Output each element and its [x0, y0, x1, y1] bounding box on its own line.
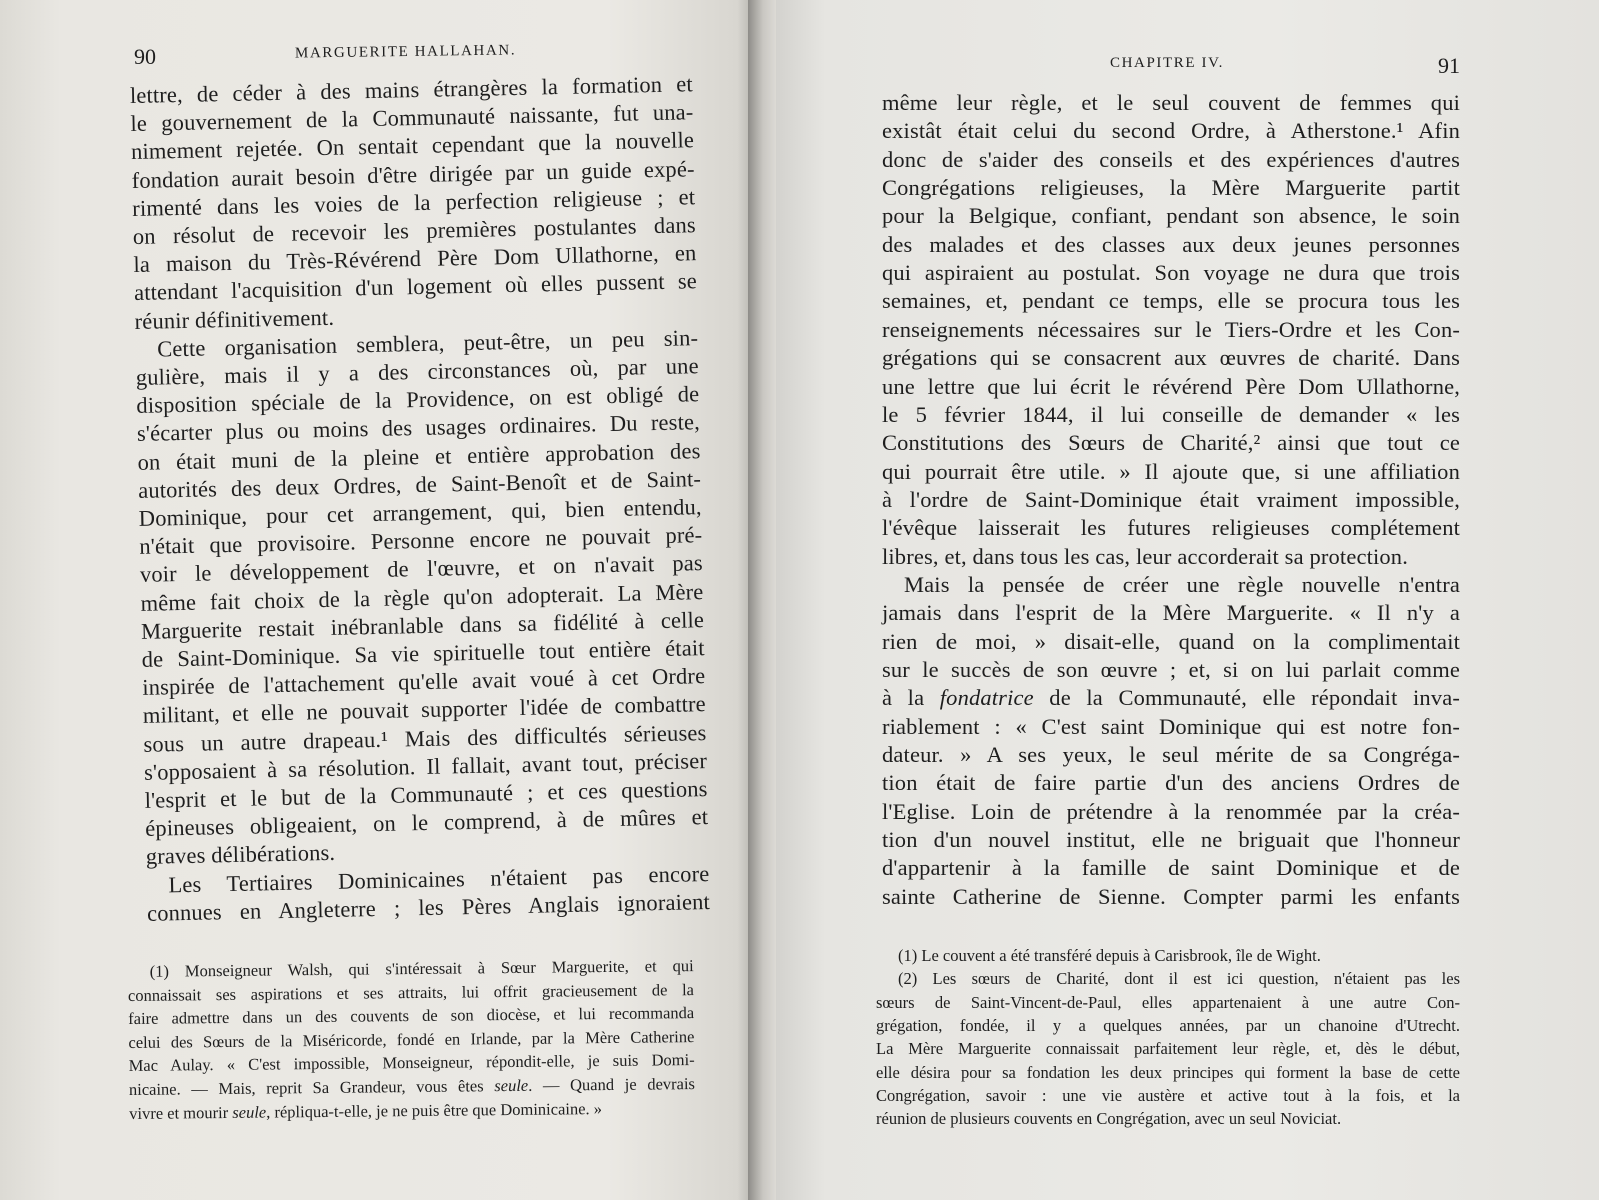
text-line: qui aspiraient au postulat. Son voyage ne dura que trois: [882, 260, 1460, 286]
text-segment: vivre et mourir: [129, 1102, 233, 1123]
footnote-line: [876, 969, 1460, 989]
text-line: militant, et elle ne pouvait supporter l'idée de combattre: [142, 691, 707, 729]
text-line: d'appartenir à la famille de saint Dominique et de: [882, 855, 1460, 881]
text-line: donc de s'aider des conseils et des expériences d'autres: [882, 146, 1460, 172]
text-line: renseignements nécessaires sur le Tiers-Ordre et les Con-: [882, 316, 1460, 342]
footnote-line: [129, 1050, 695, 1076]
text-line: même fait choix de la règle qu'on adopterait. La Mère: [140, 578, 704, 616]
footnote-line: [128, 1003, 694, 1029]
text-segment: (1) Le couvent a été transféré depuis à Carisbrook, île de Wight.: [898, 946, 1321, 965]
text-segment: sœurs de Saint-Vincent-de-Paul, elles appartenaient à une autre Con-: [876, 992, 1460, 1012]
text-line: s'opposaient à sa résolution. Il fallait, avant tout, préciser: [143, 747, 708, 785]
text-line: grégations qui se consacrent aux œuvres de charité. Dans: [882, 345, 1460, 371]
text-line: rien de moi, » disait-elle, quand on la complimentait: [882, 628, 1460, 654]
footnote-line: [128, 956, 694, 982]
text-line: une lettre que lui écrit le révérend Père Dom Ullathorne,: [882, 373, 1460, 399]
text-line: nimement rejetée. On sentait cependant que la nouvelle: [130, 127, 695, 165]
text-line: tion d'un nouvel institut, elle ne briguait que l'honneur: [882, 827, 1460, 853]
text-line: attendant l'acquisition d'un logement où elles pussent se: [133, 268, 698, 306]
text-line: voir le développement de l'œuvre, et on n'avait pas: [139, 550, 704, 588]
text-line: on était muni de la pleine et entière approbation des: [137, 437, 701, 475]
text-line: tion était de faire partie d'un des anciens Ordres de: [882, 770, 1460, 796]
text-line: réunir définitivement.: [134, 304, 335, 334]
text-segment: grégation, fondée, il y a quelques années, par un chanoine d'Utrecht.: [876, 1015, 1460, 1035]
text-line: le 5 février 1844, il lui conseille de demander « les: [882, 401, 1460, 427]
footnote-line: [128, 980, 694, 1006]
text-line: sous un autre drapeau.¹ Mais des difficultés sérieuses: [143, 719, 707, 757]
text-line: Marguerite restait inébranlable dans sa fidélité à celle: [140, 606, 705, 644]
text-line: fondation aurait besoin d'être dirigée par un guide expé-: [131, 155, 695, 193]
footnote-line: [128, 1027, 694, 1053]
text-line: Dominique, pour cet arrangement, qui, bien entendu,: [138, 494, 702, 531]
page-number: 90: [134, 44, 156, 69]
text-segment: faire admettre dans un des couvents de son diocèse, et lui recommanda: [128, 1003, 695, 1029]
footnote-line: [876, 1086, 1460, 1106]
text-line: Mais la pensée de créer une règle nouvelle n'entra: [904, 571, 1460, 597]
text-line: existât était celui du second Ordre, à Atherstone.¹ Afin: [882, 118, 1460, 144]
text-line: gulière, mais il y a des circonstances où, par une: [135, 353, 699, 390]
text-line: [882, 685, 1460, 711]
text-line: à l'ordre de Saint-Dominique était vraiment impossible,: [882, 486, 1460, 512]
footnote-line: [876, 1063, 1460, 1083]
text-line: pour la Belgique, confiant, pendant son absence, le soin: [882, 203, 1460, 229]
text-segment: elle désira pour sa fondation les deux principes qui forment la base de cette: [876, 1062, 1460, 1082]
footnote-line: [129, 1098, 695, 1124]
text-line: s'écarter plus ou moins des usages ordinaires. Du reste,: [136, 409, 701, 447]
text-segment: nicaine. — Mais, reprit Sa Grandeur, vous êtes: [128, 1076, 495, 1099]
text-segment: réunion de plusieurs couvents en Congrégation, avec un seul Noviciat.: [876, 1109, 1342, 1129]
footnote-line: [876, 946, 1460, 966]
text-line: semaines, et, pendant ce temps, elle se procura tous les: [882, 288, 1460, 314]
text-line: n'était que provisoire. Personne encore ne pouvait pré-: [139, 522, 703, 560]
text-line: dateur. » A ses yeux, le seul mérite de sa Congréga-: [882, 742, 1460, 768]
right-page: [776, 0, 1599, 1200]
text-line: rimenté dans les voies de la perfection religieuse ; et: [132, 183, 696, 221]
text-line: inspirée de l'attachement qu'elle avait voué à cet Ordre: [142, 663, 706, 701]
text-line: Cette organisation semblera, peut-être, un peu sin-: [156, 324, 699, 362]
text-line: l'évêque laisserait les futures religieuses complétement: [882, 515, 1460, 541]
footnote-line: [876, 1039, 1460, 1059]
left-page: [0, 0, 760, 1200]
italic-text: fondatrice: [939, 685, 1034, 711]
text-line: qui pourrait être utile. » Il ajoute que, si une affiliation: [882, 458, 1460, 484]
text-line: sainte Catherine de Sienne. Compter parmi les enfants: [882, 883, 1460, 909]
footnote-line: [876, 1016, 1460, 1036]
text-line: l'esprit et le but de la Communauté ; et ces questions: [144, 776, 708, 813]
text-segment: . — Quand je devrais: [528, 1074, 696, 1095]
italic-text: seule: [232, 1102, 267, 1122]
page-number: 91: [1438, 53, 1460, 78]
text-line: sur le succès de son œuvre ; et, si on lui parlait comme: [882, 657, 1460, 682]
text-line: autorités des deux Ordres, de Saint-Benoît et de Saint-: [137, 465, 702, 503]
text-segment: celui des Sœurs de la Miséricorde, fondé en Irlande, par la Mère Catherine: [128, 1026, 695, 1052]
text-line: disposition spéciale de la Providence, on est obligé de: [136, 381, 700, 419]
text-line: lettre, de céder à des mains étrangères la formation et: [129, 71, 694, 108]
text-line: le gouvernement de la Communauté naissante, fut una-: [130, 99, 694, 137]
text-line: de Saint-Dominique. Sa vie spirituelle tout entière était: [141, 635, 705, 672]
text-segment: Congrégation, savoir : une vie austère et active tout à la fois, et la: [876, 1085, 1460, 1105]
text-line: Constitutions des Sœurs de Charité,² ainsi que tout ce: [882, 430, 1460, 456]
text-line: épineuses obligeaient, on le comprend, à de mûres et: [144, 804, 709, 842]
text-line: l'Eglise. Loin de prétendre à la renommée par la créa-: [882, 798, 1460, 824]
text-line: graves délibérations.: [145, 840, 336, 870]
text-line: riablement : « C'est saint Dominique qui est notre fon-: [882, 713, 1460, 739]
footnote-line: [876, 993, 1460, 1013]
running-title: CHAPITRE IV.: [1110, 55, 1224, 71]
text-segment: à la: [882, 685, 940, 711]
text-segment: Mac Aulay. « C'est impossible, Monseigneur, répondit-elle, je suis Domi-: [128, 1050, 695, 1076]
text-line: des malades et des classes aux deux jeunes personnes: [882, 231, 1460, 257]
text-line: la maison du Très-Révérend Père Dom Ullathorne, en: [133, 240, 697, 278]
text-line: jamais dans l'esprit de la Mère Marguerite. « Il n'y a: [882, 600, 1460, 626]
running-title: MARGUERITE HALLAHAN.: [294, 42, 517, 62]
text-line: Les Tertiaires Dominicaines n'étaient pas encore: [168, 860, 710, 897]
text-segment: (1) Monseigneur Walsh, qui s'intéressait à Sœur Marguerite, et qui: [149, 956, 694, 981]
text-line: Congrégations religieuses, la Mère Marguerite partit: [882, 175, 1460, 201]
footnote-line: [129, 1074, 695, 1100]
text-segment: connaissait ses aspirations et ses attraits, lui offrit gracieusement de la: [127, 979, 695, 1005]
italic-text: seule: [494, 1075, 529, 1096]
text-line: libres, et, dans tous les cas, leur accorderait sa protection.: [882, 543, 1408, 569]
footnote-line: [876, 1109, 1460, 1129]
text-line: on résolut de recevoir les premières postulantes dans: [132, 212, 696, 249]
text-line: même leur règle, et le seul couvent de femmes qui: [882, 90, 1460, 115]
text-line: connues en Angleterre ; les Pères Anglais ignoraient: [146, 888, 711, 926]
text-segment: , répliqua-t-elle, je ne puis être que Dominicaine. »: [266, 1098, 603, 1122]
text-segment: de la Communauté, elle répondait inva-: [1033, 685, 1461, 711]
text-segment: La Mère Marguerite connaissait parfaitement leur règle, et, dès le début,: [876, 1039, 1460, 1059]
text-segment: (2) Les sœurs de Charité, dont il est ici question, n'étaient pas les: [898, 969, 1460, 989]
book-gutter: [748, 0, 778, 1200]
